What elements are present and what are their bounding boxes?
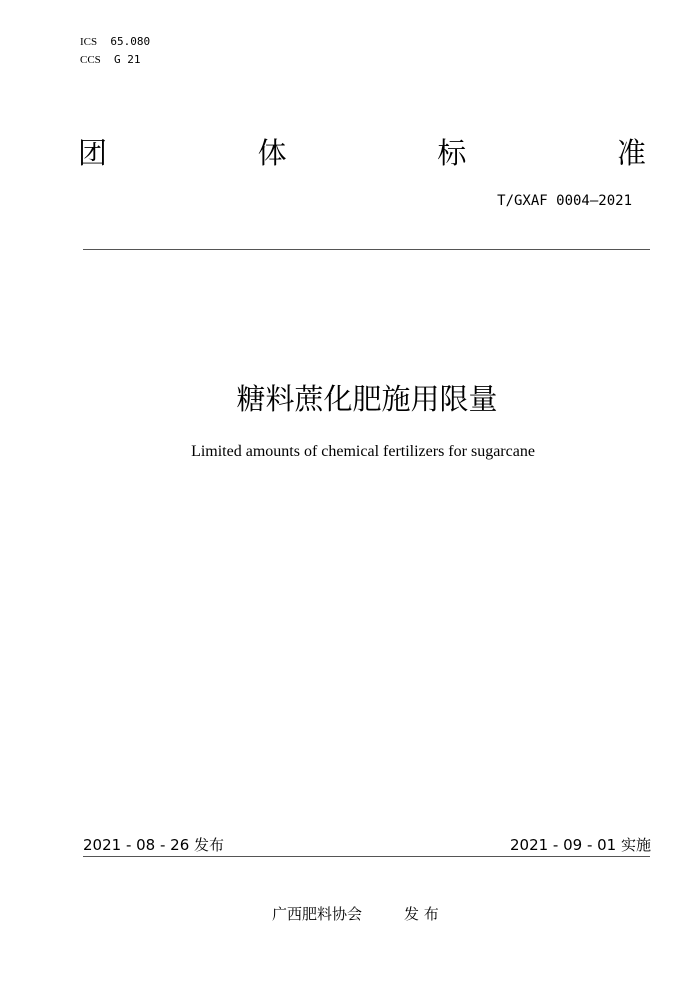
standard-type-char: 标 — [437, 136, 467, 170]
issue-date: 2021 - 08 - 26 发布 — [83, 836, 225, 854]
document-title-zh: 糖料蔗化肥施用限量 — [236, 382, 498, 416]
standard-type-char: 准 — [616, 136, 646, 170]
standard-type-heading — [78, 136, 646, 170]
footer-divider — [83, 856, 650, 857]
publisher-name: 广西肥料协会 — [272, 905, 363, 923]
publisher-action: 发 布 — [404, 905, 439, 923]
ics-label: ICS — [80, 36, 98, 48]
document-title-en: Limited amounts of chemical fertilizers for sugarcane — [191, 443, 535, 460]
implementation-date: 2021 - 09 - 01 实施 — [509, 836, 651, 854]
ccs-label: CCS — [80, 54, 101, 66]
standard-type-char: 团 — [78, 136, 108, 170]
header-divider — [83, 249, 650, 250]
standard-type-char: 体 — [257, 136, 287, 170]
standard-number: T/GXAF 0004—2021 — [497, 193, 632, 209]
ccs-code — [80, 53, 141, 67]
ics-value: 65.080 — [110, 35, 151, 48]
ics-code — [80, 35, 150, 49]
ccs-value: G 21 — [114, 53, 141, 66]
